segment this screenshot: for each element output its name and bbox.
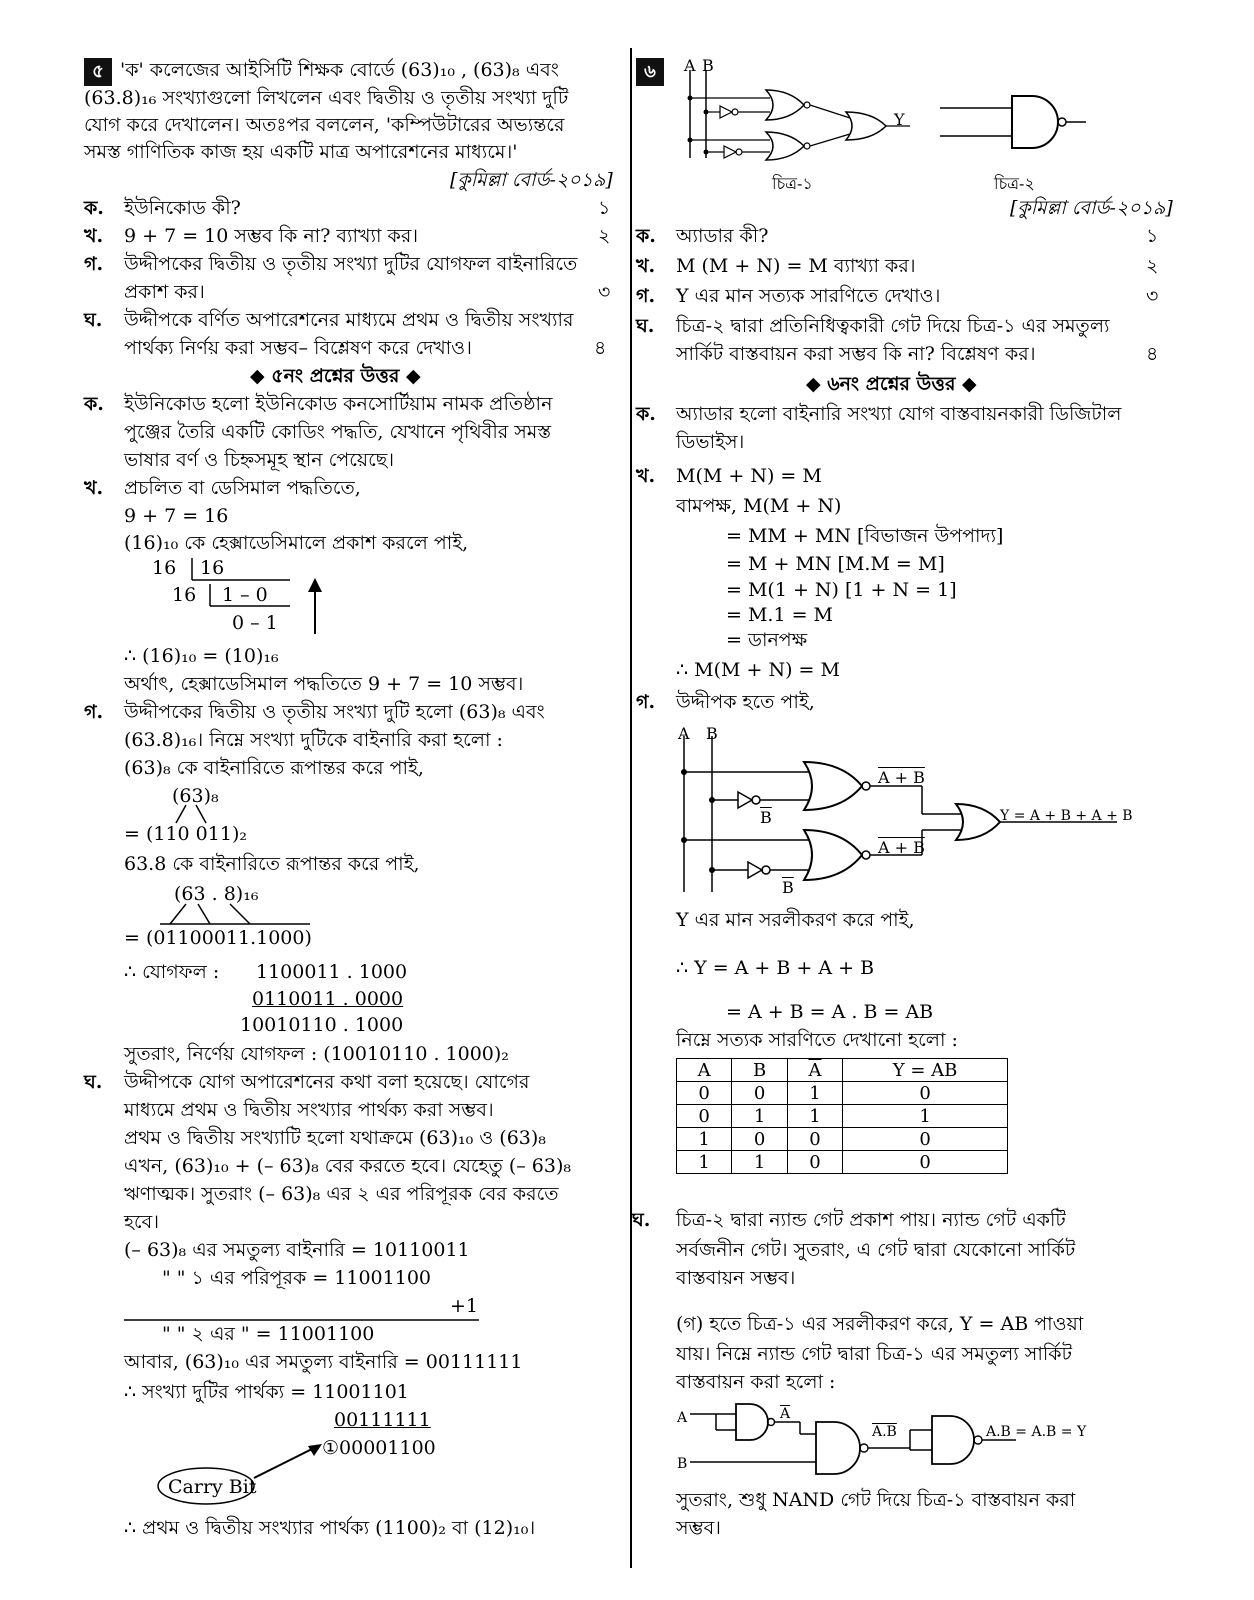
ans-label-kha: খ. xyxy=(636,465,656,487)
q6-ga-line: Y এর মান সরলীকরণ করে পাই, xyxy=(676,909,915,931)
q5-gha-line: হবে। xyxy=(124,1211,159,1233)
circuit-input-b: B xyxy=(706,724,718,743)
q5-gha-line: ঋণাত্মক। সুতরাং (– 63)₈ এর ২ এর পরিপূরক বের করতে xyxy=(124,1183,559,1205)
q6-q-mark: ২ xyxy=(1146,255,1159,277)
q5-gha-line: আবার, (63)₁₀ এর সমতুল্য বাইনারি = 00111111 xyxy=(124,1351,523,1373)
truth-table xyxy=(676,1058,1008,1174)
q6-q-label: গ. xyxy=(636,285,656,307)
q6-gha-line: যায়। নিম্নে ন্যান্ড গেট দ্বারা চিত্র-১ এর সমতুল্য সার্কিট xyxy=(676,1343,1072,1365)
q5-q-mark: ৩ xyxy=(598,281,611,303)
fig1-output-y: Y xyxy=(894,110,905,129)
cell: 1 xyxy=(677,1151,732,1174)
q5-gha-line: " " ২ এর " = 11001100 xyxy=(162,1323,375,1345)
q5-source: [কুমিল্লা বোর্ড-২০১৯] xyxy=(450,169,613,191)
q5-ga-line: (63)₈ কে বাইনারিতে রূপান্তর করে পাই, xyxy=(124,757,424,779)
circuit-not-b-label: $\overline{B}$ xyxy=(782,878,794,897)
truth-table-header xyxy=(677,1059,1008,1082)
q6-kha-line: ∴ M(M + N) = M xyxy=(676,659,840,681)
q6-ga-line: উদ্দীপক হতে পাই, xyxy=(676,691,815,713)
q5-ga-line: (63.8)₁₆। নিম্নে সংখ্যা দুটিকে বাইনারি করা হলো : xyxy=(124,729,503,751)
ans-label-ka: ক. xyxy=(84,393,104,415)
nand-not-a-label: $\overline{A}$ xyxy=(780,1406,791,1422)
q5-gha-line: 00111111 xyxy=(334,1409,431,1431)
q6-q-label: খ. xyxy=(636,255,656,277)
q6-gha-line: সম্ভব। xyxy=(676,1517,721,1539)
q5-ans-ka-line: ইউনিকোড হলো ইউনিকোড কনসোর্টিয়াম নামক প্রতিষ্ঠান xyxy=(124,393,553,415)
q5-answer-heading: ◆ ৫নং প্রশ্নের উত্তর ◆ xyxy=(250,365,421,387)
division-dividend: 16 xyxy=(200,557,225,579)
q5-stem-line: যোগ করে দেখালেন। অতঃপর বললেন, 'কম্পিউটারের অভ্যন্তরে xyxy=(84,114,565,136)
q6-kha-line: = M + MN [M.M = M] xyxy=(726,553,945,575)
q6-gha-line: সুতরাং, শুধু NAND গেট দিয়ে চিত্র-১ বাস্তবায়ন করা xyxy=(676,1489,1076,1511)
q5-stem-line: 'ক' কলেজের আইসিটি শিক্ষক বোর্ডে (63)₁₀ , (63)₈ এবং xyxy=(120,59,559,81)
fig2-label: চিত্র-২ xyxy=(994,174,1035,193)
cell: 0 xyxy=(677,1082,732,1105)
q5-q-text: উদ্দীপকে বর্ণিত অপারেশনের মাধ্যমে প্রথম ও দ্বিতীয় সংখ্যার xyxy=(124,309,574,331)
circuit-gate1-label: A + B xyxy=(878,768,925,787)
cell: 1 xyxy=(732,1151,788,1174)
q5-gha-line: এখন, (63)₁₀ + (– 63)₈ বের করতে হবে। যেহেতু (– 63)₈ xyxy=(124,1155,571,1177)
division-divisor: 16 xyxy=(152,557,177,579)
nand-output-label: A.B = A.B = Y xyxy=(986,1424,1087,1440)
table-row xyxy=(677,1082,1008,1105)
q6-q-mark: ৩ xyxy=(1146,285,1159,307)
cell: 0 xyxy=(677,1105,732,1128)
sum-row: 0110011 . 0000 xyxy=(252,988,404,1010)
column-divider xyxy=(630,48,632,1568)
q5-q-label: ঘ. xyxy=(84,309,103,331)
q5-ga-line: (63 . 8)₁₆ xyxy=(174,883,259,905)
header-cell: B xyxy=(732,1059,788,1082)
header-cell: $\overline{A}$ xyxy=(787,1059,842,1082)
ans-label-gha: ঘ. xyxy=(632,1209,651,1231)
q5-ga-line: = (110 011)₂ xyxy=(124,823,247,845)
q5-gha-line: উদ্দীপকে যোগ অপারেশনের কথা বলা হয়েছে। যোগের xyxy=(124,1071,530,1093)
q5-kha-line: 9 + 7 = 16 xyxy=(124,505,229,527)
q5-gha-line: ∴ সংখ্যা দুটির পার্থক্য = 11001101 xyxy=(124,1381,409,1403)
q5-kha-line: প্রচলিত বা ডেসিমাল পদ্ধতিতে, xyxy=(124,477,361,499)
q6-q-text: অ্যাডার কী? xyxy=(676,225,769,247)
q5-q-mark: ১ xyxy=(598,197,611,219)
division-divisor: 16 xyxy=(172,584,197,606)
cell: 0 xyxy=(843,1128,1008,1151)
header-cell: A xyxy=(677,1059,732,1082)
q5-q-text: উদ্দীপকের দ্বিতীয় ও তৃতীয় সংখ্যা দুটির যোগফল বাইনারিতে xyxy=(124,253,578,275)
question-number-badge: ৫ xyxy=(84,58,112,86)
q5-gha-line: +1 xyxy=(450,1295,479,1317)
ans-label-gha: ঘ. xyxy=(84,1071,103,1093)
q6-kha-line: = M.1 = M xyxy=(726,604,833,626)
q6-q-text: M (M + N) = M ব্যাখ্যা কর। xyxy=(676,255,916,277)
q5-gha-line: মাধ্যমে প্রথম ও দ্বিতীয় সংখ্যার পার্থক্য করা সম্ভব। xyxy=(124,1099,494,1121)
q5-stem-line: (63.8)₁₆ সংখ্যাগুলো লিখলেন এবং দ্বিতীয় ও তৃতীয় সংখ্যা দুটি xyxy=(84,87,569,109)
cell: 0 xyxy=(787,1128,842,1151)
circuit-output-label: Y = A + B + A + B xyxy=(1000,808,1133,824)
division-remainder: 0 – 1 xyxy=(232,612,278,634)
cell: 0 xyxy=(732,1128,788,1151)
division-lines xyxy=(150,552,350,642)
q6-q-text: Y এর মান সত্যক সারণিতে দেখাও। xyxy=(676,285,941,307)
q5-q-mark: ৪ xyxy=(594,337,607,359)
q5-q-label: ক. xyxy=(84,197,104,219)
sum-label: ∴ যোগফল : xyxy=(124,961,220,983)
ans-label-ga: গ. xyxy=(636,691,656,713)
ans-label-ga: গ. xyxy=(84,701,104,723)
cell: 1 xyxy=(787,1105,842,1128)
q5-q-text: পার্থক্য নির্ণয় করা সম্ভব– বিশ্লেষণ করে দেখাও। xyxy=(124,337,472,359)
circuit-gate2-label: A + B xyxy=(878,838,925,857)
question-number-badge: ৬ xyxy=(636,58,664,86)
cell: 1 xyxy=(732,1105,788,1128)
q5-kha-line: অর্থাৎ, হেক্সাডেসিমাল পদ্ধতিতে 9 + 7 = 10 সম্ভব। xyxy=(124,673,524,695)
fig1-input-a: A xyxy=(684,56,696,75)
q6-q-label: ক. xyxy=(636,225,656,247)
q5-gha-line: প্রথম ও দ্বিতীয় সংখ্যাটি হলো যথাক্রমে (63)₁₀ ও (63)₈ xyxy=(124,1127,546,1149)
q6-q-mark: ১ xyxy=(1146,225,1159,247)
q6-q-text: সার্কিট বাস্তবায়ন করা সম্ভব কি না? বিশ্লেষণ কর। xyxy=(676,343,1036,365)
q6-ga-line: ∴ Y = A + B + A + B xyxy=(676,957,875,979)
cell: 1 xyxy=(787,1082,842,1105)
q6-q-label: ঘ. xyxy=(636,315,655,337)
nand-input-a: A xyxy=(677,1410,688,1426)
q5-q-label: খ. xyxy=(84,225,104,247)
q6-kha-line: বামপক্ষ, M(M + N) xyxy=(676,495,842,517)
q6-gha-line: বাস্তবায়ন সম্ভব। xyxy=(676,1267,796,1289)
cell: 1 xyxy=(677,1128,732,1151)
q5-kha-line: (16)₁₀ কে হেক্সাডেসিমালে প্রকাশ করলে পাই, xyxy=(124,532,469,554)
q5-q-text: প্রকাশ কর। xyxy=(124,281,205,303)
q6-ga-line: = A + B = A . B = AB xyxy=(726,1001,934,1023)
fig1-input-b: B xyxy=(702,56,714,75)
q5-stem-line: সমস্ত গাণিতিক কাজ হয় একটি মাত্র অপারেশনের মাধ্যমে।' xyxy=(84,141,518,163)
table-row xyxy=(677,1151,1008,1174)
q5-q-mark: ২ xyxy=(598,225,611,247)
q5-q-label: গ. xyxy=(84,253,104,275)
q6-q-mark: ৪ xyxy=(1146,343,1159,365)
q5-ans-ka-line: পুঞ্জের তৈরি একটি কোডিং পদ্ধতি, যেখানে পৃথিবীর সমস্ত xyxy=(124,421,552,443)
carry-bit-label: Carry Bit xyxy=(168,1476,257,1498)
q6-gha-line: বাস্তবায়ন করা হলো : xyxy=(676,1371,836,1393)
q5-ga-line: 63.8 কে বাইনারিতে রূপান্তর করে পাই, xyxy=(124,853,420,875)
q5-answer-heading-text: ৫নং প্রশ্নের উত্তর xyxy=(271,365,400,387)
q5-gha-line: " " ১ এর পরিপূরক = 11001100 xyxy=(162,1267,432,1289)
q6-ka-line: ডিভাইস। xyxy=(676,431,745,453)
split-lines xyxy=(140,904,340,928)
q5-ga-line: সুতরাং, নির্ণেয় যোগফল : (10010110 . 1000)₂ xyxy=(124,1043,509,1065)
nand-input-b: B xyxy=(677,1456,688,1472)
division-remainder: 1 – 0 xyxy=(222,584,268,606)
q6-gha-line: চিত্র-২ দ্বারা ন্যান্ড গেট প্রকাশ পায়। ন্যান্ড গেট একটি xyxy=(676,1209,1066,1231)
q5-q-text: ইউনিকোড কী? xyxy=(124,197,241,219)
q5-ga-line: = (01100011.1000) xyxy=(124,927,312,949)
circuit-input-a: A xyxy=(678,724,690,743)
q6-kha-line: = MM + MN [বিভাজন উপপাদ্য] xyxy=(726,525,1004,547)
cell: 1 xyxy=(843,1105,1008,1128)
q6-q-text: চিত্র-২ দ্বারা প্রতিনিধিত্বকারী গেট দিয়ে চিত্র-১ এর সমতুল্য xyxy=(676,315,1110,337)
table-row xyxy=(677,1128,1008,1151)
fig1-label: চিত্র-১ xyxy=(772,174,813,193)
ans-label-kha: খ. xyxy=(84,477,104,499)
figure-2-nand-gate xyxy=(940,96,1090,156)
q5-ga-line: (63)₈ xyxy=(172,785,219,807)
q6-source: [কুমিল্লা বোর্ড-২০১৯] xyxy=(1010,197,1173,219)
q6-gha-line: সর্বজনীন গেট। সুতরাং, এ গেট দ্বারা যেকোনো সার্কিট xyxy=(676,1239,1076,1261)
q6-ga-line: নিম্নে সত্যক সারণিতে দেখানো হলো : xyxy=(676,1029,958,1051)
cell: 0 xyxy=(732,1082,788,1105)
nand-stage1-label: A.B xyxy=(872,1424,897,1440)
q5-q-text: 9 + 7 = 10 সম্ভব কি না? ব্যাখ্যা কর। xyxy=(124,225,419,247)
sum-row: 10010110 . 1000 xyxy=(240,1014,404,1036)
q6-answer-heading: ◆ ৬নং প্রশ্নের উত্তর ◆ xyxy=(806,373,977,395)
circuit-not-b-label: $\overline{B}$ xyxy=(760,808,772,827)
ans-label-ka: ক. xyxy=(636,403,656,425)
q5-gha-line: (– 63)₈ এর সমতুল্য বাইনারি = 10110011 xyxy=(124,1239,470,1261)
q5-gha-line: ①00001100 xyxy=(322,1437,436,1459)
q6-gha-line: (গ) হতে চিত্র-১ এর সরলীকরণ করে, Y = AB পাওয়া xyxy=(676,1313,1084,1335)
header-cell: Y = AB xyxy=(843,1059,1008,1082)
cell: 0 xyxy=(787,1151,842,1174)
q5-ga-line: উদ্দীপকের দ্বিতীয় ও তৃতীয় সংখ্যা দুটি হলো (63)₈ এবং xyxy=(124,701,545,723)
sum-row: 1100011 . 1000 xyxy=(256,961,408,983)
q5-gha-line: ∴ প্রথম ও দ্বিতীয় সংখ্যার পার্থক্য (1100)₂ বা (12)₁₀। xyxy=(124,1517,536,1539)
q5-ans-ka-line: ভাষার বর্ণ ও চিহ্নসমূহ স্থান পেয়েছে। xyxy=(124,449,395,471)
q6-kha-line: M(M + N) = M xyxy=(676,465,822,487)
q5-kha-line: ∴ (16)₁₀ = (10)₁₆ xyxy=(124,645,279,667)
q6-kha-line: = ডানপক্ষ xyxy=(726,629,808,651)
q6-kha-line: = M(1 + N) [1 + N = 1] xyxy=(726,579,957,601)
cell: 0 xyxy=(843,1082,1008,1105)
table-row xyxy=(677,1105,1008,1128)
cell: 0 xyxy=(843,1151,1008,1174)
q6-ka-line: অ্যাডার হলো বাইনারি সংখ্যা যোগ বাস্তবায়নকারী ডিজিটাল xyxy=(676,403,1122,425)
q6-answer-heading-text: ৬নং প্রশ্নের উত্তর xyxy=(827,373,956,395)
